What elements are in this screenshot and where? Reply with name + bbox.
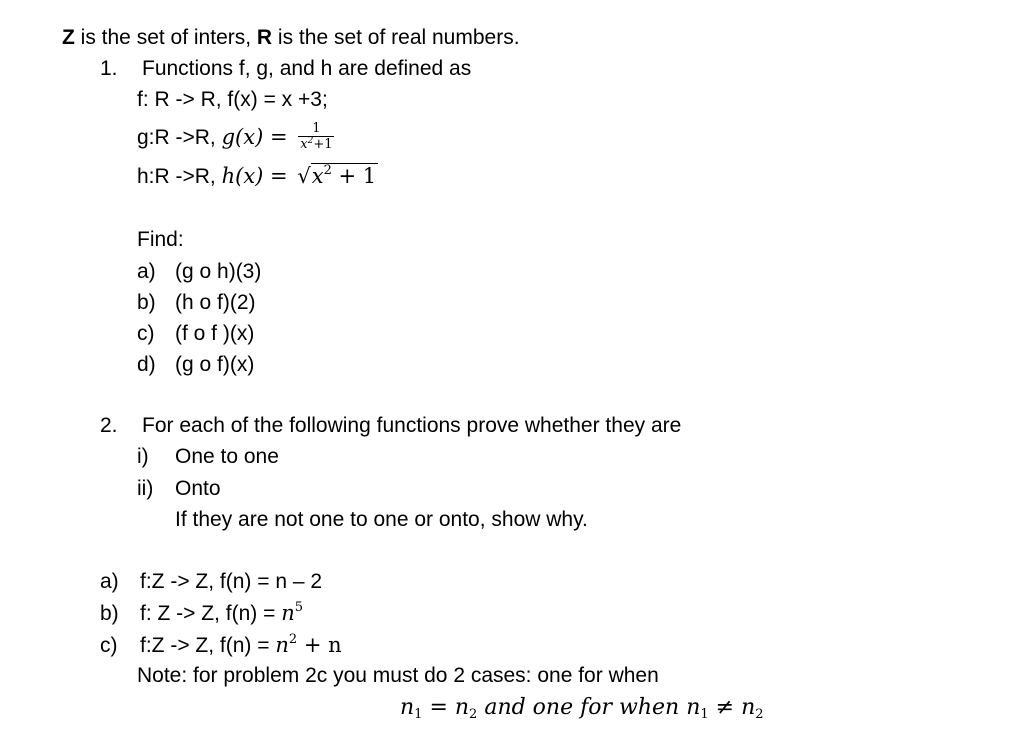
function-label: b) <box>100 602 119 625</box>
r-description: is the set of real numbers. <box>272 26 520 49</box>
find-item-label: c) <box>137 322 155 345</box>
function-text: f:Z -> Z, f(n) = n – 2 <box>140 570 323 593</box>
criteria-item <box>137 444 279 470</box>
find-item-label: d) <box>137 353 156 376</box>
not-equal-sign: ≠ <box>708 695 742 720</box>
radical-sign: √ <box>297 164 311 188</box>
f-definition-text: f: R -> R, f(x) = x +3; <box>137 88 328 111</box>
find-item-label: b) <box>137 291 156 314</box>
criteria-label: i) <box>137 445 149 468</box>
function-item <box>100 569 322 595</box>
function-math: $n^2 + n$ <box>275 632 342 657</box>
g-equals: = <box>263 125 295 150</box>
find-item-text: (f o f )(x) <box>175 322 255 345</box>
problem1-number: 1. <box>100 57 118 80</box>
problem1-intro <box>100 56 471 82</box>
z-description: is the set of inters, <box>74 26 257 49</box>
function-item <box>100 632 342 659</box>
find-item <box>137 259 261 285</box>
problem2-number: 2. <box>100 414 118 437</box>
g-numerator: 1 <box>312 121 321 136</box>
find-item <box>137 321 254 347</box>
r-symbol: R <box>256 26 273 49</box>
find-item-text: (g o f)(x) <box>175 353 255 376</box>
h-definition-prefix: h:R ->R, <box>137 165 222 188</box>
problem1-intro-text: Functions f, g, and h are defined as <box>142 57 472 80</box>
find-item <box>137 290 256 316</box>
h-function-name: h(x) <box>221 164 264 188</box>
g-fraction <box>298 121 334 152</box>
criteria-text: Onto <box>175 477 221 500</box>
h-definition <box>137 163 378 190</box>
find-item <box>137 352 254 378</box>
h-equals: = <box>263 164 295 188</box>
criteria-note <box>175 507 588 533</box>
intro-line <box>62 25 520 51</box>
function-text: f: Z -> Z, f(n) = <box>140 602 282 625</box>
function-item <box>100 600 303 627</box>
f-definition <box>137 87 328 113</box>
criteria-text: One to one <box>175 445 279 468</box>
h-square-root <box>294 163 378 190</box>
find-label-text: Find: <box>137 228 184 251</box>
g-denominator: $x^2+1$ <box>300 136 333 152</box>
note-text: Note: for problem 2c you must do 2 cases: one for when <box>137 664 659 687</box>
g-definition-prefix: g:R ->R, <box>137 126 222 150</box>
note-math-line: $n_1 = n_2$ and one for when $n_1 \ne n_2$ <box>400 695 764 722</box>
find-label <box>137 227 184 253</box>
g-function-name: g(x) <box>221 125 264 150</box>
radicand: $x^2 + 1$ <box>311 163 377 188</box>
z-symbol: Z <box>62 26 75 49</box>
function-label: a) <box>100 570 119 593</box>
find-item-label: a) <box>137 260 156 283</box>
note-math-connector: and one for when <box>477 695 687 720</box>
find-item-text: (h o f)(2) <box>175 291 256 314</box>
note-line <box>137 663 659 689</box>
find-item-text: (g o h)(3) <box>175 260 262 283</box>
function-math: $n^5$ <box>281 600 303 625</box>
criteria-label: ii) <box>137 477 154 500</box>
g-definition <box>137 123 334 154</box>
criteria-note-text: If they are not one to one or onto, show why. <box>175 508 588 531</box>
function-text: f:Z -> Z, f(n) = <box>140 634 276 657</box>
criteria-item <box>137 476 221 502</box>
problem2-intro-text: For each of the following functions prove whether they are <box>142 414 682 437</box>
function-label: c) <box>100 634 118 657</box>
problem2-intro <box>100 413 681 439</box>
